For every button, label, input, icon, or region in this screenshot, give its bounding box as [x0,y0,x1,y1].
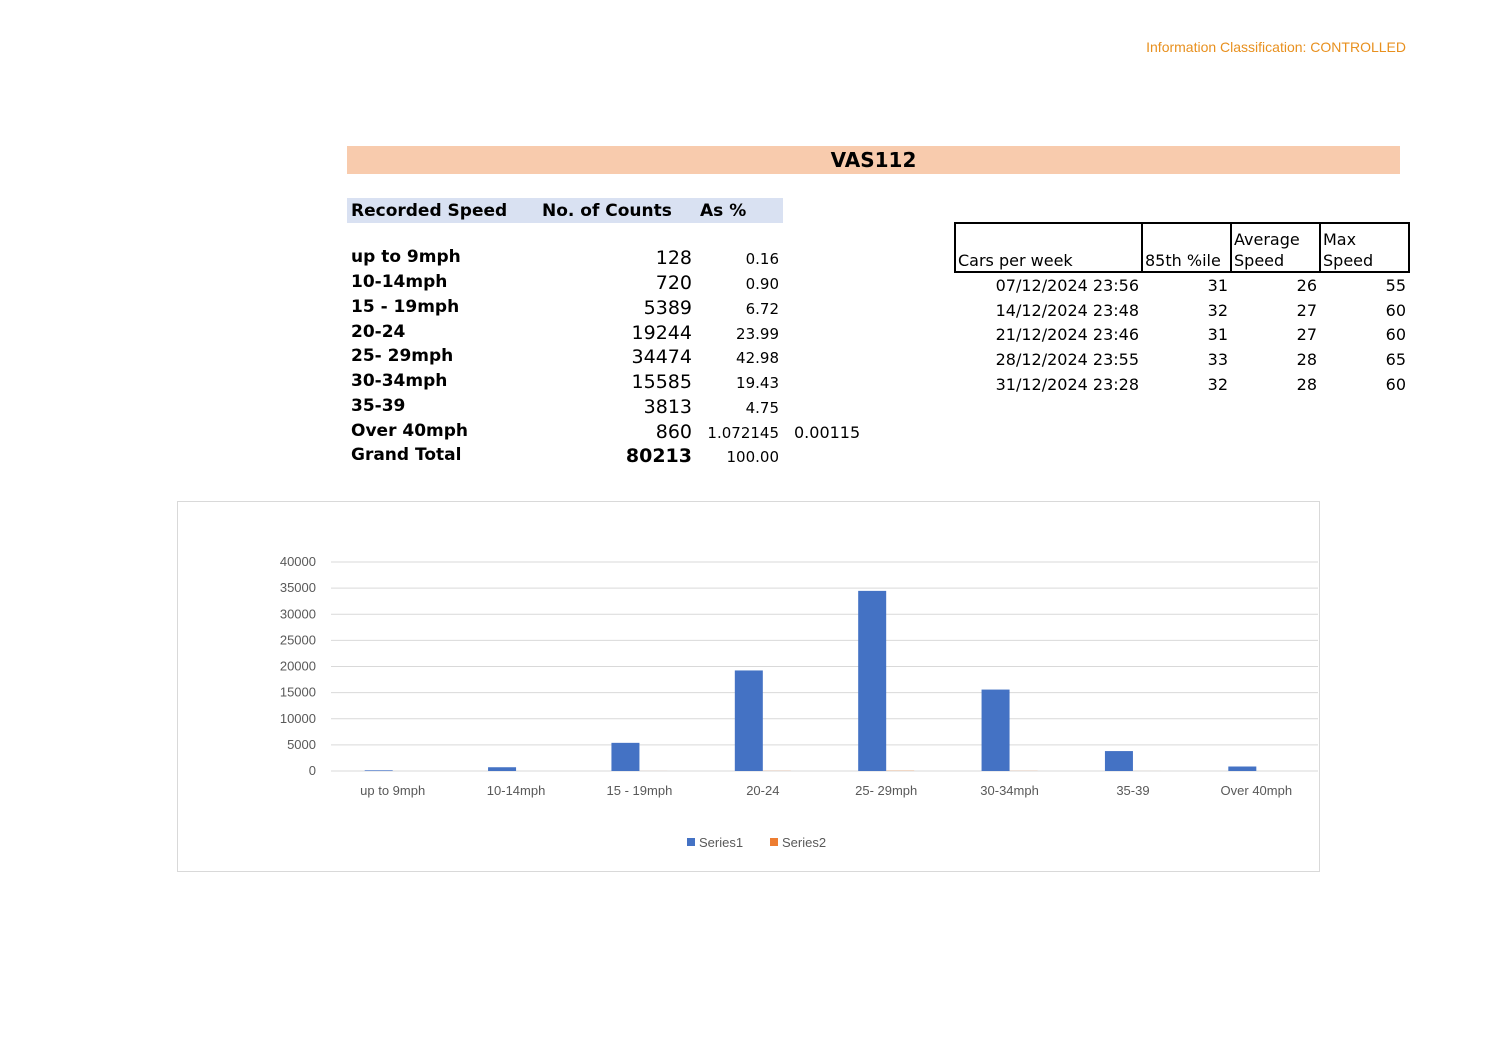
legend-swatch [770,838,778,846]
speed-label: 35-39 [351,396,406,416]
y-tick-label: 40000 [279,554,316,569]
table-row [0,396,900,420]
count-value: 128 [655,247,692,269]
legend-label: Series1 [699,835,744,850]
y-tick-label: 30000 [279,606,316,622]
x-tick-label: up to 9mph [360,783,426,798]
speed-label: up to 9mph [351,247,461,267]
table-row [0,272,900,296]
bar-series1 [488,767,516,771]
table-row [0,346,900,370]
x-tick-label: Over 40mph [1220,783,1293,798]
page-title: VAS112 [347,146,1400,174]
speed-label: Grand Total [351,445,462,465]
count-value: 5389 [643,297,692,319]
x-tick-label: 20-24 [746,783,780,798]
x-tick-label: 10-14mph [486,783,546,798]
y-tick-label: 5000 [287,736,316,752]
table-row [0,421,900,445]
x-tick-label: 30-34mph [980,783,1039,798]
x-tick-label: 15 - 19mph [606,783,673,798]
table-row [955,347,1409,372]
legend-label: Series2 [782,835,827,850]
average-speed-value: 26 [1296,275,1317,295]
percent-value: 0.16 [745,250,779,268]
y-tick-label: 0 [308,763,316,778]
percent-value: 42.98 [736,349,779,367]
classification-label: Information Classification: CONTROLLED [1146,39,1406,55]
y-tick-label: 25000 [279,632,316,648]
header-cars-per-week: Cars per week [955,223,1142,272]
percent-value: 23.99 [736,325,779,343]
bar-series1 [858,591,886,771]
count-value: 860 [655,421,692,443]
week-date: 21/12/2024 23:46 [995,325,1139,345]
speed-label: 25- 29mph [351,346,454,366]
legend-swatch [687,838,695,846]
percentile-85-value: 31 [1207,325,1228,345]
table-row [0,297,900,321]
percent-value: 1.072145 [707,424,779,442]
table-row [0,322,900,346]
bar-series1 [365,770,393,771]
count-value: 3813 [643,396,692,418]
y-tick-label: 15000 [279,684,316,700]
average-speed-value: 28 [1296,349,1317,369]
count-value: 19244 [631,322,692,344]
header-as-percent: As % [700,201,747,221]
week-date: 07/12/2024 23:56 [995,275,1139,295]
average-speed-value: 27 [1296,300,1317,320]
percentile-85-value: 33 [1207,349,1228,369]
week-date: 28/12/2024 23:55 [995,349,1139,369]
header-max-speed: Max Speed [1320,223,1409,272]
y-tick-label: 20000 [279,658,316,674]
percent-value: 6.72 [745,300,779,318]
grand-total-row [0,445,900,469]
table-row [955,322,1409,347]
speed-label: 30-34mph [351,371,448,391]
speed-label: 20-24 [351,322,406,342]
count-value: 34474 [631,346,692,368]
table-row [0,371,900,395]
chart-frame [177,501,1320,872]
weekly-summary-table [954,222,1410,396]
bar-series1 [982,690,1010,771]
bar-series1 [611,743,639,771]
percent-value: 0.90 [745,275,779,293]
header-85th-percentile: 85th %ile [1142,223,1231,272]
table-row [955,272,1409,298]
header-average-speed: Average Speed [1231,223,1320,272]
average-speed-value: 27 [1296,325,1317,345]
x-tick-label: 25- 29mph [855,783,918,798]
header-no-of-counts: No. of Counts [542,201,672,221]
percent-value: 4.75 [745,399,779,417]
table-row [0,247,900,271]
count-value: 15585 [631,371,692,393]
percentile-85-value: 32 [1207,300,1228,320]
max-speed-value: 60 [1385,325,1406,345]
bar-series1 [735,670,763,771]
percentile-85-value: 32 [1207,374,1228,394]
speed-label: 10-14mph [351,272,448,292]
max-speed-value: 55 [1385,275,1406,295]
table-row [955,298,1409,323]
max-speed-value: 60 [1385,300,1406,320]
speed-label: 15 - 19mph [351,297,460,317]
speed-distribution-chart [178,502,1319,871]
y-tick-label: 10000 [279,710,316,726]
y-tick-label: 35000 [279,580,316,596]
count-value: 720 [655,272,692,294]
count-value: 80213 [625,445,692,467]
speed-label: Over 40mph [351,421,469,441]
bar-series1 [1105,751,1133,771]
max-speed-value: 60 [1385,374,1406,394]
extra-value: 0.00115 [794,423,861,442]
percent-value: 100.00 [726,448,779,466]
percent-value: 19.43 [736,374,779,392]
table-row [955,372,1409,397]
x-tick-label: 35-39 [1116,783,1150,798]
average-speed-value: 28 [1296,374,1317,394]
max-speed-value: 65 [1385,349,1406,369]
bar-series1 [1228,767,1256,771]
week-date: 14/12/2024 23:48 [995,300,1139,320]
percentile-85-value: 31 [1207,275,1228,295]
week-date: 31/12/2024 23:28 [995,374,1139,394]
header-recorded-speed: Recorded Speed [351,201,508,221]
